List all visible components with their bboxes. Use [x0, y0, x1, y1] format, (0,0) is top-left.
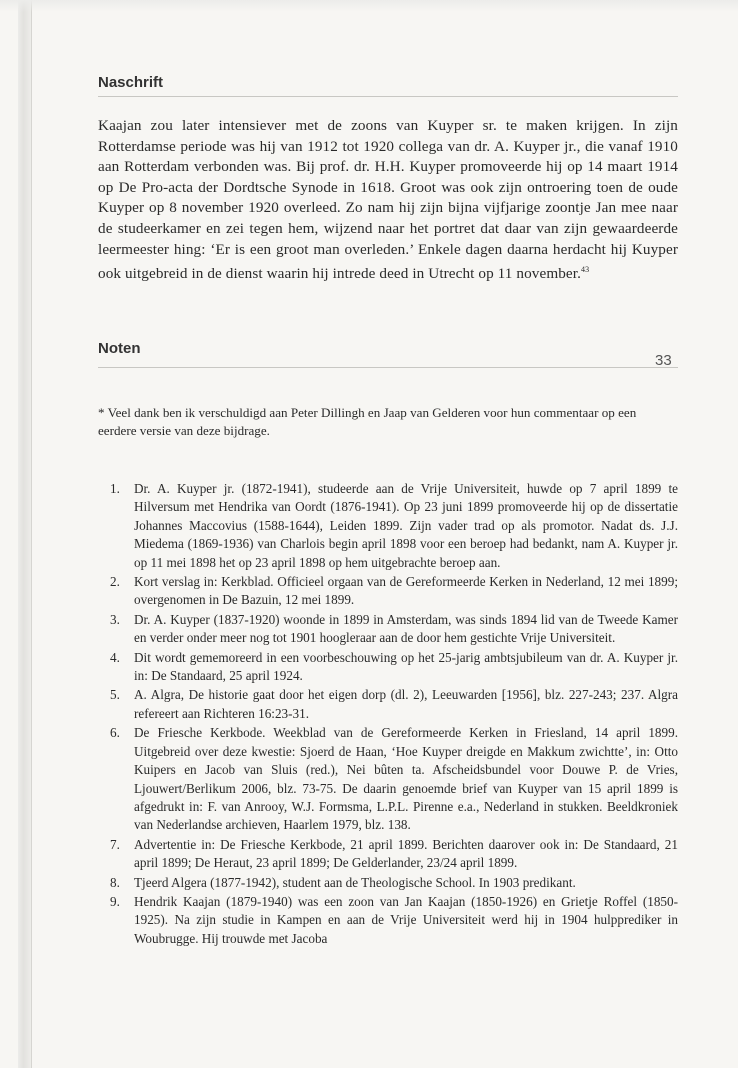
notes-list — [98, 480, 678, 949]
note-text: Dr. A. Kuyper jr. (1872-1941), studeerde aan de Vrije Universiteit, huwde op 7 april 1899 te Hilversum met Hendrika van Oordt (1876-1941). Op 23 juni 1899 promoveerde hij op de dissertatie Johannes Maccovius (1588-1644), Leiden 1899. Zijn vader trad op als promotor. Nadat ds. J.J. Miedema (1869-1936) van Charlois begin april 1898 voor een beroep had bedankt, nam A. Kuyper jr. op 11 mei 1898 het op 23 april 1898 op hem uitgebrachte beroep aan. — [134, 481, 678, 570]
note-number: 8. — [110, 874, 120, 890]
note-text: Dr. A. Kuyper (1837-1920) woonde in 1899 in Amsterdam, was sinds 1894 lid van de Tweede Kamer en verder onder meer nog tot 1901 hoogleraar aan de door hem gestichte Vrije Universiteit. — [134, 611, 678, 646]
note-item — [98, 611, 678, 648]
note-item — [98, 480, 678, 572]
note-item — [98, 724, 678, 834]
note-text: Hendrik Kaajan (1879-1940) was een zoon van Jan Kaajan (1850-1926) en Grietje Roffel (1850-1925). Na zijn studie in Kampen en aan de Vrije Universiteit werd hij in 1904 hulpprediker in Woubrugge. Hij trouwde met Jacoba — [134, 893, 678, 946]
noten-heading: Noten — [98, 340, 141, 357]
note-text: A. Algra, De historie gaat door het eigen dorp (dl. 2), Leeuwarden [1956], blz. 227-243; 237. Algra refereert aan Richteren 16:23-31. — [134, 687, 678, 721]
note-number: 3. — [110, 611, 120, 627]
note-text: Tjeerd Algera (1877-1942), student aan de Theologische School. In 1903 predikant. — [134, 874, 576, 890]
naschrift-heading: Naschrift — [98, 74, 164, 91]
note-item — [98, 893, 678, 948]
note-text: Kort verslag in: Kerkblad. Officieel orgaan van de Gereformeerde Kerken in Nederland, 12 mei 1899; overgenomen in De Bazuin, 12 mei 1899. — [134, 574, 678, 608]
book-spine-shadow — [18, 0, 32, 1068]
note-number: 5. — [110, 687, 120, 703]
note-item — [98, 573, 678, 610]
noten-rule — [98, 367, 678, 368]
note-number: 6. — [110, 725, 120, 741]
note-item — [98, 874, 678, 892]
naschrift-text: Kaajan zou later intensiever met de zoons van Kuyper sr. te maken krijgen. In zijn Rotterdamse periode was hij van 1912 tot 1920 collega van dr. A. Kuyper jr., die vanaf 1910 aan Rotterdam verbonden was. Bij prof. dr. H.H. Kuyper promoveerde hij op 14 maart 1914 op De Pro-acta der Dordtsche Synode in 1618. Groot was ook zijn ontroering toen de oude Kuyper op 8 november 1920 overleed. Zo nam hij zijn bijna vijfjarige zoontje Jan mee naar de studeerkamer en zei tegen hem, wijzend naar het portret dat daar van zijn gewaardeerde leermeester hing: ‘Er is een groot man overleden.’ Enkele dagen daarna herdacht hij Kuyper ook uitgebreid in de dienst waarin hij intrede deed in Utrecht op 11 november. — [98, 117, 678, 283]
note-number: 4. — [110, 649, 120, 665]
note-number: 7. — [110, 836, 120, 852]
note-text: De Friesche Kerkbode. Weekblad van de Gereformeerde Kerken in Friesland, 14 april 1899. Uitgebreid over deze kwestie: Sjoerd de Haan, ‘Hoe Kuyper dreigde en Makkum zwichtte’, in: Otto Kuipers en Jacob van Sluis (red.), Nei bûten ta. Afscheidsbundel voor Douwe P. de Vries, Ljouwert/Berlikum 2006, blz. 73-75. De daarin genoemde brief van Kuyper van 15 april 1899 is afgedrukt in: F. van Anrooy, W.J. Formsma, L.P.L. Pirenne e.a., Nederland in stukken. Beeldkroniek van Nederlandse archieven, Haarlem 1979, blz. 138. — [134, 725, 678, 833]
page-top-shadow — [0, 0, 738, 12]
naschrift-rule — [98, 96, 678, 97]
gutter-line — [31, 0, 32, 1068]
note-number: 9. — [110, 893, 120, 909]
note-number: 1. — [110, 481, 120, 496]
note-text: Advertentie in: De Friesche Kerkbode, 21 april 1899. Berichten daarover ook in: De Standaard, 21 april 1899; De Heraut, 23 april 1899; De Gelderlander, 23/24 april 1899. — [134, 836, 678, 871]
note-number: 2. — [110, 574, 120, 590]
note-item — [98, 686, 678, 723]
note-item — [98, 836, 678, 873]
footnote-ref-43: 43 — [580, 265, 590, 275]
acknowledgement-note: * Veel dank ben ik verschuldigd aan Peter Dillingh en Jaap van Gelderen voor hun commentaar op een eerdere versie van deze bijdrage. — [98, 405, 637, 438]
note-item — [98, 649, 678, 686]
note-text: Dit wordt gememoreerd in een voorbeschouwing op het 25-jarig ambtsjubileum van dr. A. Kuyper jr. in: De Standaard, 25 april 1924. — [134, 649, 678, 684]
naschrift-paragraph — [98, 116, 678, 285]
page-number: 33 — [655, 352, 672, 369]
